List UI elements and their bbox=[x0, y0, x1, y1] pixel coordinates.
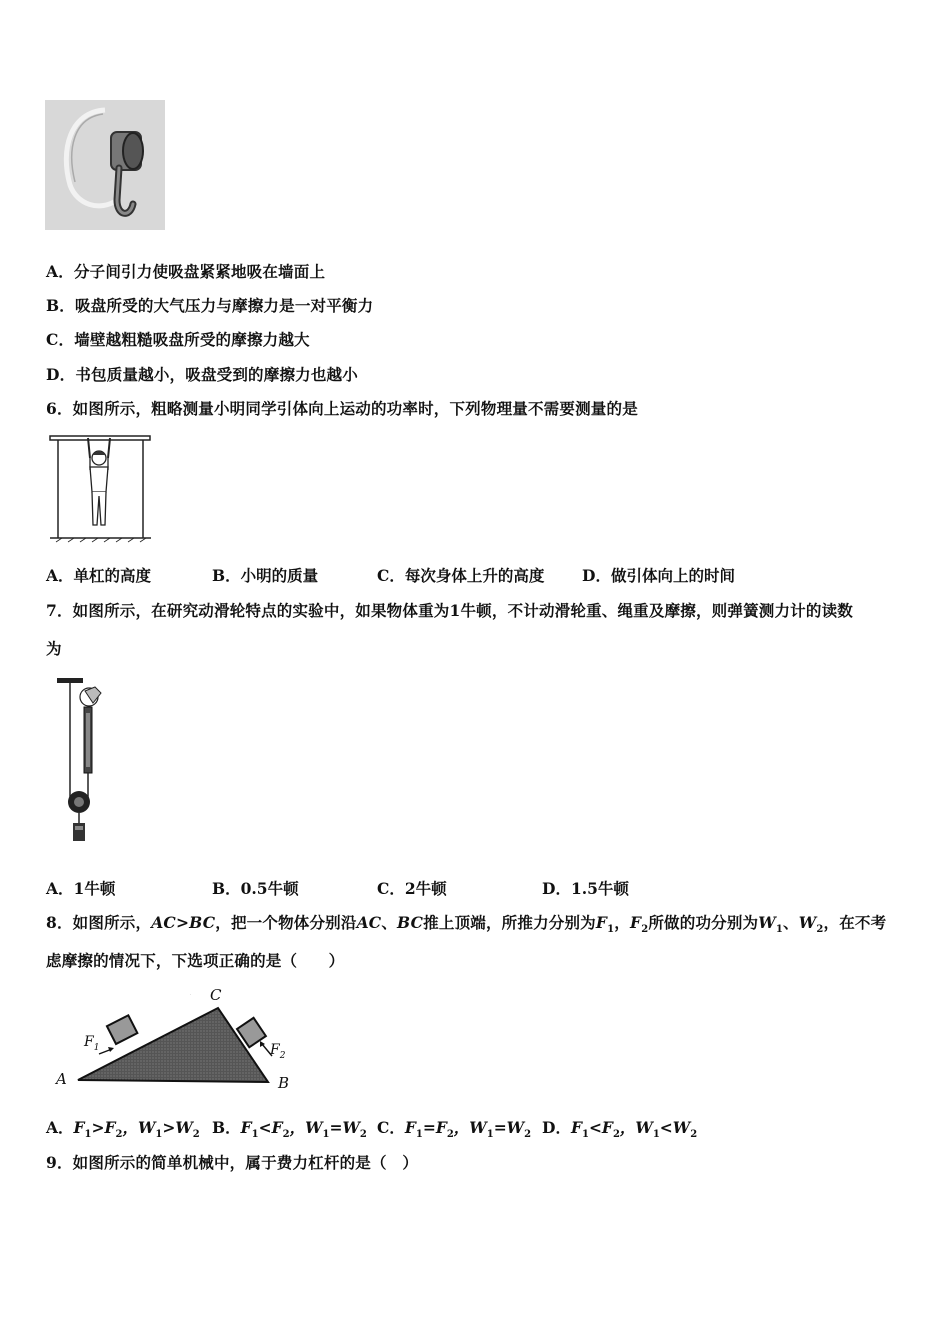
option-letter: B． bbox=[46, 296, 76, 315]
option-letter: C． bbox=[377, 566, 405, 585]
force-f2-label: F bbox=[270, 1042, 280, 1058]
option-text: 小明的质量 bbox=[240, 566, 319, 585]
option-letter: B． bbox=[212, 566, 241, 585]
option-text: 2牛顿 bbox=[404, 879, 447, 898]
force-f1-label: F bbox=[84, 1034, 94, 1050]
q5-option-a[interactable] bbox=[46, 260, 325, 282]
incline-figure bbox=[50, 982, 300, 1092]
option-letter: A． bbox=[46, 262, 74, 281]
option-text: 单杠的高度 bbox=[73, 566, 152, 585]
option-text: 1.5牛顿 bbox=[570, 879, 629, 898]
option-text: 墙壁越粗糙吸盘所受的摩擦力越大 bbox=[74, 330, 310, 349]
vertex-b-label: B bbox=[278, 1074, 290, 1092]
q7-stem-line1: 7．如图所示，在研究动滑轮特点的实验中，如果物体重为1牛顿，不计动滑轮重、绳重及摩擦，则弹簧测力计的读数 bbox=[46, 601, 853, 620]
svg-text:·: · bbox=[190, 992, 192, 997]
q6-stem: 6．如图所示，粗略测量小明同学引体向上运动的功率时，下列物理量不需要测量的是 bbox=[46, 399, 638, 418]
q6-option-c[interactable] bbox=[377, 564, 544, 586]
svg-text:F2: $F_2$ bbox=[270, 1042, 286, 1061]
pull-up-figure bbox=[48, 430, 153, 545]
option-letter: B． bbox=[212, 879, 241, 898]
q8-option-b[interactable]: B．$F_1<F_2$，$W_1=W_2$ bbox=[212, 1118, 367, 1141]
q6-option-b[interactable] bbox=[212, 564, 318, 586]
option-text: 吸盘所受的大气压力与摩擦力是一对平衡力 bbox=[75, 296, 374, 315]
suction-cup-hook-figure bbox=[45, 100, 165, 230]
q8-stem-line1: 8．如图所示，AC>BC，把一个物体分别沿AC、BC推上顶端，所推力分别为$F_1$，$F_2$所做的功分别为$W_1$、$W_2$，在不考 bbox=[46, 913, 887, 936]
q7-option-b[interactable] bbox=[212, 877, 299, 899]
option-letter: D． bbox=[582, 566, 611, 585]
option-letter: D． bbox=[542, 879, 571, 898]
q5-option-d[interactable] bbox=[46, 363, 358, 385]
q5-option-b[interactable] bbox=[46, 294, 373, 316]
q6-option-a[interactable] bbox=[46, 564, 151, 586]
option-text: 做引体向上的时间 bbox=[610, 566, 735, 585]
q8-option-c[interactable]: C．$F_1=F_2$，$W_1=W_2$ bbox=[377, 1118, 532, 1141]
option-letter: C． bbox=[46, 330, 75, 349]
vertex-a-label: A bbox=[56, 1070, 67, 1088]
option-text: 0.5牛顿 bbox=[240, 879, 299, 898]
option-text: 分子间引力使吸盘紧紧地吸在墙面上 bbox=[73, 262, 326, 281]
q8-option-d[interactable]: D．$F_1<F_2$，$W_1<W_2$ bbox=[542, 1118, 698, 1141]
q7-option-a[interactable] bbox=[46, 877, 115, 899]
pulley-figure bbox=[55, 675, 115, 847]
q7-option-c[interactable] bbox=[377, 877, 447, 899]
option-letter: D． bbox=[46, 365, 76, 384]
q9-stem: 9．如图所示的简单机械中，属于费力杠杆的是（ ） bbox=[46, 1153, 419, 1172]
vertex-c-label: C bbox=[210, 986, 222, 1004]
option-text: 书包质量越小，吸盘受到的摩擦力也越小 bbox=[75, 365, 358, 384]
option-text: 每次身体上升的高度 bbox=[404, 566, 545, 585]
q5-option-c[interactable] bbox=[46, 328, 310, 350]
option-letter: A． bbox=[46, 566, 74, 585]
option-text: 1牛顿 bbox=[73, 879, 116, 898]
option-letter: A． bbox=[46, 879, 74, 898]
q8-stem-line2: 虑摩擦的情况下，下选项正确的是（ ） bbox=[46, 951, 345, 970]
q7-option-d[interactable] bbox=[542, 877, 629, 899]
q6-option-d[interactable] bbox=[582, 564, 735, 586]
q7-stem-line2: 为 bbox=[46, 639, 62, 658]
svg-text:F1: $F_1$ bbox=[84, 1034, 100, 1053]
q8-option-a[interactable]: A．$F_1>F_2$，$W_1>W_2$ bbox=[46, 1118, 200, 1141]
option-letter: C． bbox=[377, 879, 405, 898]
